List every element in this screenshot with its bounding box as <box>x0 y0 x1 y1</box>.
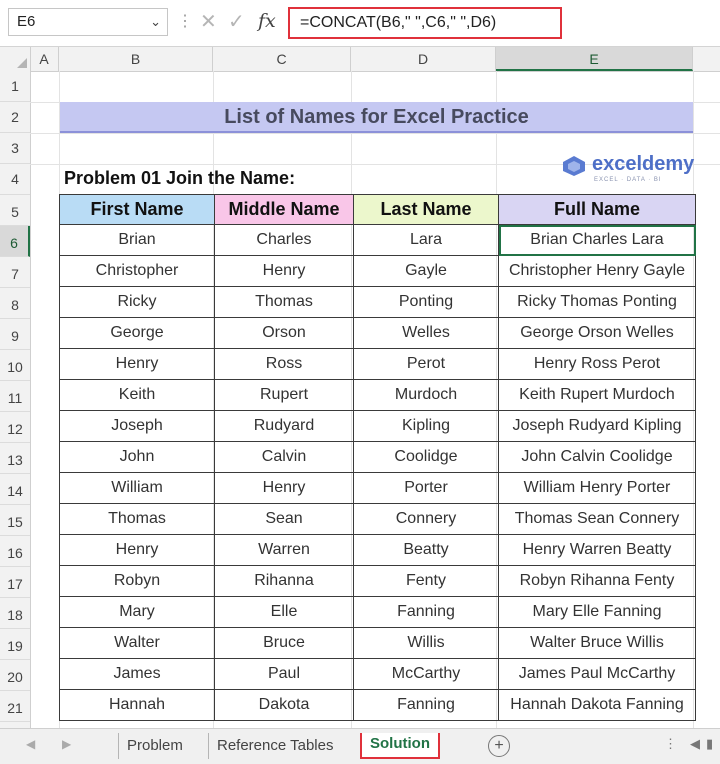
row-header[interactable]: 2 <box>0 102 30 133</box>
tab-reference-tables[interactable]: Reference Tables <box>208 733 341 759</box>
column-header[interactable]: B <box>59 47 213 71</box>
full-name-cell[interactable]: Walter Bruce Willis <box>499 628 696 659</box>
row-header[interactable]: 5 <box>0 195 30 226</box>
last-name-cell[interactable]: Lara <box>354 225 499 256</box>
table-row <box>60 287 696 318</box>
last-name-cell[interactable]: Willis <box>354 628 499 659</box>
header-full-name[interactable]: Full Name <box>499 195 696 225</box>
table-row <box>60 256 696 287</box>
last-name-cell[interactable]: Perot <box>354 349 499 380</box>
middle-name-cell[interactable]: Orson <box>215 318 354 349</box>
row-header[interactable]: 15 <box>0 505 30 536</box>
last-name-cell[interactable]: Fanning <box>354 690 499 721</box>
first-name-cell[interactable]: James <box>60 659 215 690</box>
column-headers <box>0 47 720 72</box>
full-name-cell[interactable]: Thomas Sean Connery <box>499 504 696 535</box>
name-box[interactable] <box>8 8 168 36</box>
full-name-cell[interactable]: Henry Warren Beatty <box>499 535 696 566</box>
middle-name-cell[interactable]: Warren <box>215 535 354 566</box>
row-header[interactable]: 6 <box>0 226 30 257</box>
scroll-bar-handle[interactable]: ▮ <box>706 736 714 751</box>
middle-name-cell[interactable]: Rupert <box>215 380 354 411</box>
row-header[interactable]: 11 <box>0 381 30 412</box>
row-header[interactable]: 4 <box>0 164 30 195</box>
last-name-cell[interactable]: McCarthy <box>354 659 499 690</box>
full-name-cell[interactable]: Ricky Thomas Ponting <box>499 287 696 318</box>
full-name-cell[interactable]: Hannah Dakota Fanning <box>499 690 696 721</box>
scroll-tabs-right-icon[interactable]: ▶ <box>62 737 72 751</box>
tab-problem[interactable]: Problem <box>118 733 191 759</box>
first-name-cell[interactable]: Brian <box>60 225 215 256</box>
row-header[interactable]: 21 <box>0 691 30 722</box>
formula-input[interactable]: =CONCAT(B6," ",C6," ",D6) <box>288 7 562 39</box>
more-tabs-icon[interactable]: ⋮ <box>664 736 677 751</box>
first-name-cell[interactable]: Thomas <box>60 504 215 535</box>
row-header[interactable]: 20 <box>0 660 30 691</box>
tab-solution[interactable]: Solution <box>360 733 440 759</box>
first-name-cell[interactable]: Ricky <box>60 287 215 318</box>
middle-name-cell[interactable]: Henry <box>215 256 354 287</box>
row-headers <box>0 71 31 728</box>
last-name-cell[interactable]: Connery <box>354 504 499 535</box>
scroll-left-icon[interactable]: ◀ <box>690 736 700 751</box>
problem-label: Problem 01 Join the Name: <box>64 168 296 188</box>
full-name-cell[interactable]: William Henry Porter <box>499 473 696 504</box>
header-first-name[interactable]: First Name <box>60 195 215 225</box>
table-row <box>60 225 696 256</box>
last-name-cell[interactable]: Porter <box>354 473 499 504</box>
sheet-tab-bar <box>0 728 720 764</box>
full-name-cell[interactable]: Robyn Rihanna Fenty <box>499 566 696 597</box>
row-header[interactable]: 10 <box>0 350 30 381</box>
first-name-cell[interactable]: Henry <box>60 535 215 566</box>
middle-name-cell[interactable]: Ross <box>215 349 354 380</box>
table-row <box>60 659 696 690</box>
table-row <box>60 473 696 504</box>
full-name-cell[interactable]: Joseph Rudyard Kipling <box>499 411 696 442</box>
table-row <box>60 380 696 411</box>
full-name-cell[interactable]: James Paul McCarthy <box>499 659 696 690</box>
exceldemy-logo <box>562 151 697 185</box>
first-name-cell[interactable]: Hannah <box>60 690 215 721</box>
middle-name-cell[interactable]: Elle <box>215 597 354 628</box>
header-last-name[interactable]: Last Name <box>354 195 499 225</box>
last-name-cell[interactable]: Ponting <box>354 287 499 318</box>
column-header[interactable]: A <box>30 47 59 71</box>
add-sheet-icon[interactable]: + <box>488 735 510 757</box>
table-row <box>60 442 696 473</box>
column-header[interactable]: D <box>351 47 496 71</box>
scroll-tabs-left-icon[interactable]: ◀ <box>26 737 36 751</box>
last-name-cell[interactable]: Coolidge <box>354 442 499 473</box>
row-header[interactable]: 1 <box>0 71 30 102</box>
middle-name-cell[interactable]: Calvin <box>215 442 354 473</box>
middle-name-cell[interactable]: Charles <box>215 225 354 256</box>
insert-function-icon[interactable]: fx <box>258 10 276 32</box>
first-name-cell[interactable]: Joseph <box>60 411 215 442</box>
table-row <box>60 535 696 566</box>
last-name-cell[interactable]: Fanning <box>354 597 499 628</box>
last-name-cell[interactable]: Beatty <box>354 535 499 566</box>
last-name-cell[interactable]: Kipling <box>354 411 499 442</box>
worksheet-grid <box>0 47 720 728</box>
first-name-cell[interactable]: John <box>60 442 215 473</box>
cancel-icon[interactable]: ✕ <box>200 11 217 33</box>
full-name-cell[interactable]: Henry Ross Perot <box>499 349 696 380</box>
middle-name-cell[interactable]: Henry <box>215 473 354 504</box>
row-header[interactable]: 19 <box>0 629 30 660</box>
full-name-cell[interactable]: Brian Charles Lara <box>499 225 696 256</box>
row-header[interactable]: 3 <box>0 133 30 164</box>
name-box-value: E6 <box>17 13 36 30</box>
logo-icon <box>562 155 586 177</box>
middle-name-cell[interactable]: Rihanna <box>215 566 354 597</box>
first-name-cell[interactable]: Christopher <box>60 256 215 287</box>
full-name-cell[interactable]: John Calvin Coolidge <box>499 442 696 473</box>
full-name-cell[interactable]: Keith Rupert Murdoch <box>499 380 696 411</box>
row-header[interactable]: 9 <box>0 319 30 350</box>
row-header[interactable]: 14 <box>0 474 30 505</box>
table-row <box>60 690 696 721</box>
logo-tagline: EXCEL · DATA · BI <box>594 177 662 183</box>
table-row <box>60 318 696 349</box>
row-header[interactable]: 18 <box>0 598 30 629</box>
logo-wordmark: exceldemy <box>592 153 695 175</box>
last-name-cell[interactable]: Welles <box>354 318 499 349</box>
first-name-cell[interactable]: George <box>60 318 215 349</box>
full-name-cell[interactable]: Mary Elle Fanning <box>499 597 696 628</box>
select-all-corner[interactable] <box>0 47 31 71</box>
middle-name-cell[interactable]: Rudyard <box>215 411 354 442</box>
first-name-cell[interactable]: Keith <box>60 380 215 411</box>
middle-name-cell[interactable]: Paul <box>215 659 354 690</box>
column-header[interactable]: C <box>213 47 351 71</box>
first-name-cell[interactable]: Mary <box>60 597 215 628</box>
formula-bar-area <box>0 0 720 47</box>
first-name-cell[interactable]: Walter <box>60 628 215 659</box>
row-header[interactable]: 16 <box>0 536 30 567</box>
middle-name-cell[interactable]: Thomas <box>215 287 354 318</box>
table-row <box>60 628 696 659</box>
column-header[interactable]: E <box>496 47 693 71</box>
table-row <box>60 566 696 597</box>
chevron-down-icon[interactable]: ⌄ <box>150 14 161 29</box>
check-icon[interactable]: ✓ <box>228 11 245 33</box>
middle-name-cell[interactable]: Dakota <box>215 690 354 721</box>
middle-name-cell[interactable]: Bruce <box>215 628 354 659</box>
table-row <box>60 504 696 535</box>
row-header[interactable]: 17 <box>0 567 30 598</box>
row-header[interactable]: 8 <box>0 288 30 319</box>
last-name-cell[interactable]: Murdoch <box>354 380 499 411</box>
names-table <box>59 194 696 721</box>
last-name-cell[interactable]: Fenty <box>354 566 499 597</box>
full-name-cell[interactable]: Christopher Henry Gayle <box>499 256 696 287</box>
table-row <box>60 597 696 628</box>
full-name-cell[interactable]: George Orson Welles <box>499 318 696 349</box>
cell-area[interactable] <box>30 71 720 728</box>
table-row <box>60 411 696 442</box>
header-middle-name[interactable]: Middle Name <box>215 195 354 225</box>
middle-name-cell[interactable]: Sean <box>215 504 354 535</box>
row-header[interactable]: 13 <box>0 443 30 474</box>
more-options-icon[interactable]: ⋮ <box>177 13 193 30</box>
row-header[interactable]: 7 <box>0 257 30 288</box>
first-name-cell[interactable]: Henry <box>60 349 215 380</box>
table-row <box>60 349 696 380</box>
sheet-title: List of Names for Excel Practice <box>60 102 693 133</box>
first-name-cell[interactable]: William <box>60 473 215 504</box>
row-header[interactable]: 12 <box>0 412 30 443</box>
last-name-cell[interactable]: Gayle <box>354 256 499 287</box>
first-name-cell[interactable]: Robyn <box>60 566 215 597</box>
